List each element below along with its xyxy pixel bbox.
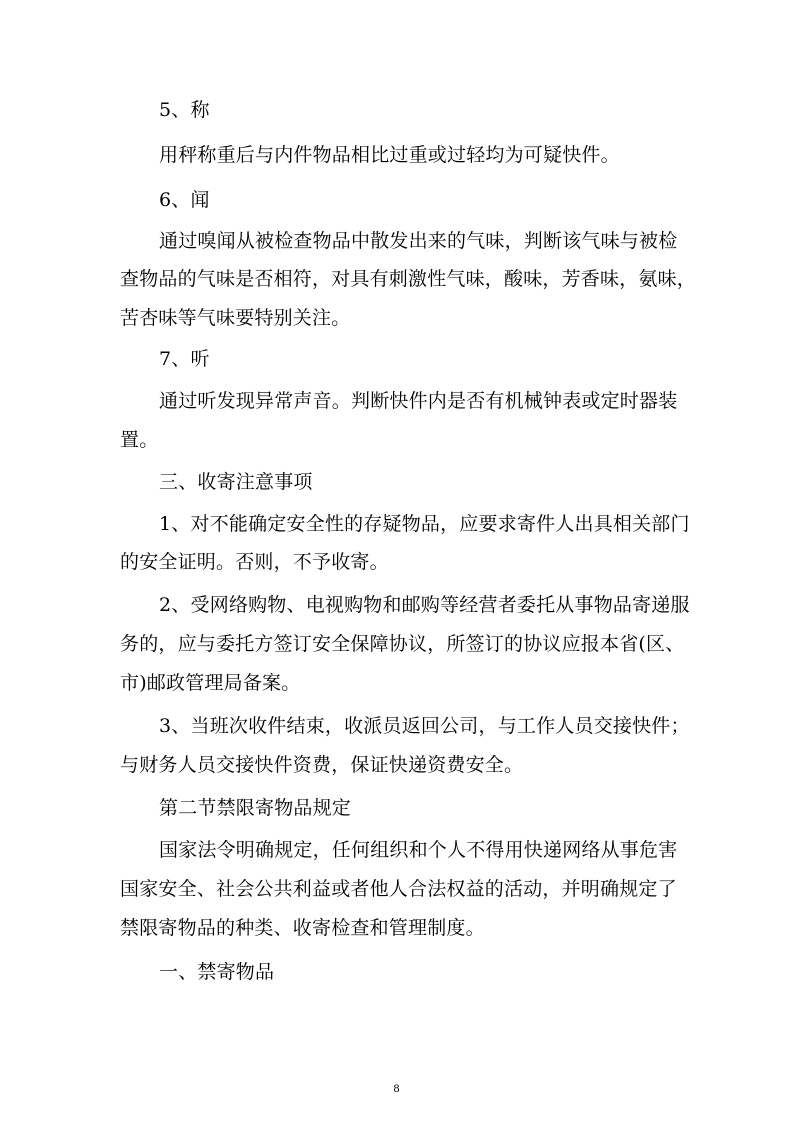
section-heading-3: 三、收寄注意事项 — [159, 471, 313, 493]
heading-item-6: 6、闻 — [159, 189, 210, 211]
paragraph-line: 查物品的气味是否相符，对具有刺激性气味，酸味，芳香味，氨味， — [120, 268, 697, 290]
paragraph-line: 国家安全、社会公共利益或者他人合法权益的活动，并明确规定了 — [120, 878, 677, 900]
paragraph-line: 通过听发现异常声音。判断快件内是否有机械钟表或定时器装 — [159, 390, 678, 412]
paragraph-line: 国家法令明确规定，任何组织和个人不得用快递网络从事危害 — [159, 839, 678, 861]
paragraph-line: 市)邮政管理局备案。 — [120, 672, 301, 694]
paragraph-line: 置。 — [120, 429, 159, 451]
section-heading-1: 一、禁寄物品 — [159, 961, 275, 983]
heading-item-7: 7、听 — [159, 348, 210, 370]
paragraph-line: 2、受网络购物、电视购物和邮购等经营者委托从事物品寄递服 — [159, 594, 690, 616]
paragraph-line: 通过嗅闻从被检查物品中散发出来的气味，判断该气味与被检 — [159, 230, 678, 252]
paragraph-line: 苦杏味等气味要特别关注。 — [120, 307, 351, 329]
paragraph-line: 用秤称重后与内件物品相比过重或过轻均为可疑快件。 — [159, 144, 620, 166]
heading-item-5: 5、称 — [159, 99, 210, 121]
paragraph-line: 与财务人员交接快件资费，保证快递资费安全。 — [120, 754, 524, 776]
paragraph-line: 禁限寄物品的种类、收寄检查和管理制度。 — [120, 917, 485, 939]
chapter-section-heading: 第二节禁限寄物品规定 — [159, 797, 352, 819]
paragraph-line: 1、对不能确定安全性的存疑物品，应要求寄件人出具相关部门 — [159, 513, 690, 535]
paragraph-line: 务的，应与委托方签订安全保障协议，所签订的协议应报本省(区、 — [120, 633, 685, 655]
paragraph-line: 3、当班次收件结束，收派员返回公司，与工作人员交接快件； — [159, 715, 690, 737]
paragraph-line: 的安全证明。否则，不予收寄。 — [120, 551, 389, 573]
page-number: 8 — [393, 1081, 400, 1095]
